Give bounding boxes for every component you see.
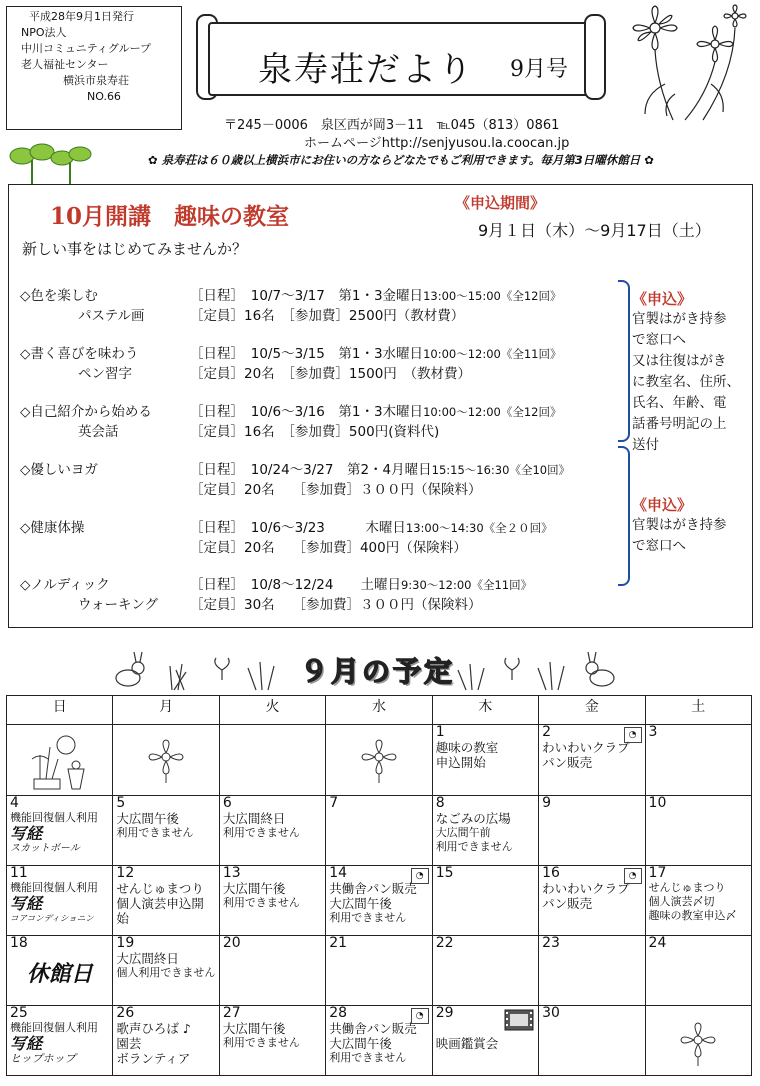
course-schedule: ［日程］ 10/8～12/24 土曜日9:30～12:00《全11回》 — [190, 577, 533, 593]
class-subtitle: 新しい事をはじめてみませんか？ — [22, 240, 248, 258]
calendar-day-15: 15 — [432, 866, 538, 936]
period-dates: 9月１日（木）～9月17日（土） — [478, 221, 711, 240]
course-name: ◇優しいヨガ — [20, 462, 98, 478]
calendar-cell-empty — [645, 1006, 751, 1076]
bread-icon: ◔ — [624, 727, 642, 743]
course-schedule: ［日程］ 10/5～3/15 第1・3水曜日10:00～12:00《全11回》 — [190, 346, 562, 362]
course-name: ◇書く喜びを味わう — [20, 346, 139, 362]
calendar-day-27: 27 大広間午後 利用できません — [219, 1006, 325, 1076]
apply-line: で窓口へ — [632, 332, 686, 348]
weekday-header-row — [7, 696, 752, 725]
calendar-cell-empty — [326, 725, 432, 796]
notice-banner: ✿ 泉寿荘は６０歳以上横浜市にお住いの方ならどなたでもご利用できます。毎月第3日曜休館日 ✿ — [148, 153, 654, 167]
calendar-cell-empty — [113, 725, 219, 796]
weekday-wed: 水 — [326, 696, 432, 725]
calendar-day-24: 24 — [645, 936, 751, 1006]
calendar-day-3: 3 — [645, 725, 751, 796]
issue-label: 9月号 — [510, 57, 568, 82]
calendar-day-14: ◔ 14 共働舎パン販売 大広間午後 利用できません — [326, 866, 432, 936]
course-capacity: ［定員］20名 ［参加費］400円（保険料） — [190, 540, 467, 556]
course-schedule: ［日程］ 10/7～3/17 第1・3金曜日13:00～15:00《全12回》 — [190, 288, 562, 304]
course-capacity: ［定員］30名 ［参加費］３００円（保険料） — [190, 597, 482, 613]
course-capacity: ［定員］20名 ［参加費］1500円 （教材費） — [190, 366, 472, 382]
cosmos-flower-icon — [615, 4, 755, 122]
facility-name: 横浜市泉寿荘 — [63, 74, 129, 87]
apply-line: 話番号明記の上 — [632, 416, 727, 432]
weekday-thu: 木 — [432, 696, 538, 725]
center-name: 老人福祉センター — [21, 58, 109, 71]
calendar-day-2: ◔ 2 わいわいクラブ パン販売 — [539, 725, 645, 796]
calendar-day-21: 21 — [326, 936, 432, 1006]
homepage-url[interactable]: ホームページhttp://senjyusou.la.coocan.jp — [304, 136, 570, 151]
sprout-icon — [4, 138, 114, 188]
calendar-day-30: 30 — [539, 1006, 645, 1076]
calendar-day-25: 25 機能回復個人利用 写経 ヒップホップ — [7, 1006, 113, 1076]
page-title: 泉寿荘だより — [258, 50, 474, 90]
course-schedule: ［日程］ 10/24～3/27 第2・4月曜日15:15～16:30《全10回》 — [190, 462, 571, 478]
ikebana-icon — [10, 729, 110, 795]
course-name: ◇色を楽しむ — [20, 288, 98, 304]
publication-info-box — [6, 6, 182, 130]
rabbit-icon — [116, 652, 144, 686]
course-name: ◇自己紹介から始める — [20, 404, 152, 420]
scroll-paper — [208, 22, 596, 96]
scroll-right-roll — [584, 14, 606, 100]
title-banner — [196, 14, 604, 100]
bread-icon: ◔ — [624, 868, 642, 884]
calendar-day-11: 11 機能回復個人利用 写経 コアコンディショニン — [7, 866, 113, 936]
apply-line: 官製はがき持参 — [632, 311, 727, 327]
film-icon — [504, 1009, 534, 1031]
apply-line: 官製はがき持参 — [632, 517, 727, 533]
schedule-title: ９月の予定 — [300, 655, 456, 688]
flower-icon — [359, 739, 399, 783]
period-label: 《申込期間》 — [455, 194, 546, 212]
calendar-week — [7, 1006, 752, 1076]
apply-line: に教室名、住所、 — [632, 374, 740, 390]
course-subname: ペン習字 — [78, 366, 132, 382]
calendar-day-17: 17 せんじゅまつり 個人演芸〆切 趣味の教室申込〆 — [645, 866, 751, 936]
org-name: 中川コミュニティグループ — [21, 42, 152, 55]
weekday-sat: 土 — [645, 696, 751, 725]
calendar-cell-empty — [7, 725, 113, 796]
brace-group-1 — [618, 280, 630, 442]
class-title: 10月開講 趣味の教室 — [50, 203, 290, 230]
calendar-day-10: 10 — [645, 796, 751, 866]
flower-icon — [678, 1022, 718, 1066]
calendar-week — [7, 796, 752, 866]
course-subname: パステル画 — [78, 308, 145, 324]
calendar-day-13: 13 大広間午後 利用できません — [219, 866, 325, 936]
weekday-mon: 月 — [113, 696, 219, 725]
calendar-day-26: 26 歌声ひろば ♪ 園芸 ボランティア — [113, 1006, 219, 1076]
apply-heading: 《申込》 — [632, 496, 693, 514]
course-schedule: ［日程］ 10/6～3/23 木曜日13:00～14:30《全２０回》 — [190, 520, 553, 536]
calendar-day-20: 20 — [219, 936, 325, 1006]
address: 〒245－0006 泉区西が岡3－11 ℡045（813）0861 — [224, 118, 560, 133]
calendar-day-16: ◔ 16 わいわいクラブ パン販売 — [539, 866, 645, 936]
weekday-sun: 日 — [7, 696, 113, 725]
calendar-day-19: 19 大広間終日 個人利用できません — [113, 936, 219, 1006]
apply-line: 又は往復はがき — [632, 353, 727, 369]
closed-day-label: 休館日 — [26, 961, 93, 987]
apply-line: で窓口へ — [632, 538, 686, 554]
course-schedule: ［日程］ 10/6～3/16 第1・3木曜日10:00～12:00《全12回》 — [190, 404, 562, 420]
apply-heading: 《申込》 — [632, 290, 693, 308]
issue-date: 平成28年9月1日発行 — [29, 10, 134, 23]
apply-instructions-2 — [632, 494, 748, 557]
calendar-day-23: 23 — [539, 936, 645, 1006]
brace-group-2 — [618, 446, 630, 586]
course-capacity: ［定員］16名 ［参加費］2500円（教材費） — [190, 308, 465, 324]
course-subname: 英会話 — [78, 424, 119, 440]
september-calendar — [6, 695, 752, 1076]
calendar-day-18: 18 休館日 — [7, 936, 113, 1006]
calendar-week — [7, 866, 752, 936]
calendar-day-6: 6 大広間終日 利用できません — [219, 796, 325, 866]
calendar-day-12: 12 せんじゅまつり 個人演芸申込開 始 — [113, 866, 219, 936]
calendar-week — [7, 725, 752, 796]
apply-line: 送付 — [632, 437, 659, 453]
calendar-day-22: 22 — [432, 936, 538, 1006]
course-subname: ウォーキング — [78, 597, 159, 613]
course-capacity: ［定員］20名 ［参加費］３００円（保険料） — [190, 482, 482, 498]
issue-number: NO.66 — [87, 90, 121, 103]
calendar-day-4: 4 機能回復個人利用 写経 スカットボール — [7, 796, 113, 866]
bread-icon: ◔ — [411, 1008, 429, 1024]
rabbit-icon — [586, 652, 614, 686]
apply-instructions-1 — [632, 288, 748, 456]
calendar-day-28: ◔ 28 共働舎パン販売 大広間午後 利用できません — [326, 1006, 432, 1076]
calendar-day-8: 8 なごみの広場 大広間午前 利用できません — [432, 796, 538, 866]
calendar-cell-empty — [219, 725, 325, 796]
course-name: ◇健康体操 — [20, 520, 85, 536]
calendar-day-9: 9 — [539, 796, 645, 866]
course-name: ◇ノルディック — [20, 577, 110, 593]
course-capacity: ［定員］16名 ［参加費］500円(資料代) — [190, 424, 440, 440]
calendar-day-1: 1 趣味の教室 申込開始 — [432, 725, 538, 796]
calendar-day-29: 29 映画鑑賞会 — [432, 1006, 538, 1076]
calendar-day-7: 7 — [326, 796, 432, 866]
calendar-week — [7, 936, 752, 1006]
bread-icon: ◔ — [411, 868, 429, 884]
flower-icon — [146, 739, 186, 783]
apply-line: 氏名、年齢、電 — [632, 395, 727, 411]
org-type: NPO法人 — [21, 26, 67, 39]
weekday-tue: 火 — [219, 696, 325, 725]
weekday-fri: 金 — [539, 696, 645, 725]
calendar-day-5: 5 大広間午後 利用できません — [113, 796, 219, 866]
